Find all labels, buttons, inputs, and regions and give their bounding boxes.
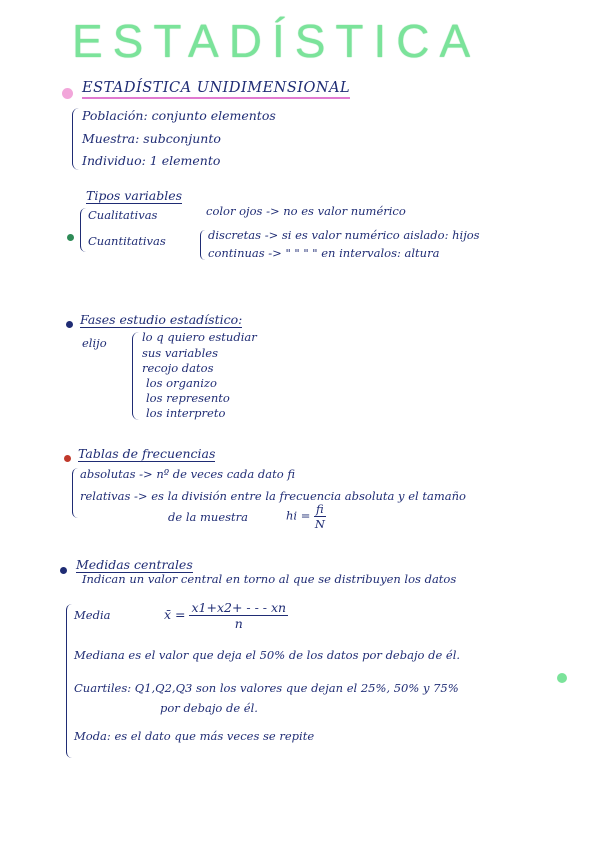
section-heading-tablas: Tablas de frecuencias (78, 446, 216, 461)
fase-item: recojo datos (142, 361, 214, 375)
definition-poblacion: Población: conjunto elementos (82, 108, 276, 123)
fase-item: lo q quiero estudiar (142, 330, 257, 344)
cuartiles-description-cont: por debajo de él. (160, 701, 258, 715)
fase-item: los organizo (146, 376, 217, 390)
fase-item: sus variables (142, 346, 218, 360)
continuas-description: continuas -> " " " " en intervalos: altura (208, 246, 440, 260)
media-denominator: n (234, 616, 243, 631)
page-title: ESTADÍSTICA (72, 15, 481, 67)
red-bullet-dot (64, 455, 71, 462)
brace-fases (132, 332, 139, 420)
formula-fraction (314, 502, 326, 531)
navy-bullet-dot (60, 567, 67, 574)
elijo-label: elijo (82, 336, 107, 350)
cualitativas-label: Cualitativas (88, 208, 158, 222)
formula-denominator: N (314, 517, 325, 531)
dark-bullet-dot (66, 321, 73, 328)
green-bullet-dot (67, 234, 74, 241)
brace-cuantitativas (200, 230, 205, 260)
pink-bullet-dot (62, 88, 73, 99)
media-fraction (189, 600, 288, 631)
relativas-description: relativas -> es la división entre la frecuencia absoluta y el tamaño (80, 489, 466, 503)
discretas-description: discretas -> si es valor numérico aislado: hijos (208, 228, 480, 242)
media-lhs: x̄ = (164, 607, 186, 622)
fase-item: los represento (146, 391, 230, 405)
formula-lhs: hi = (286, 508, 311, 523)
tipos-variables-heading: Tipos variables (86, 188, 183, 203)
cualitativas-description: color ojos -> no es valor numérico (206, 204, 406, 218)
media-numerator: x1+x2+ - - - xn (191, 600, 287, 615)
brace-tablas (72, 468, 78, 518)
brace-tipos (80, 208, 86, 252)
definition-muestra: Muestra: subconjunto (82, 131, 221, 146)
media-formula (164, 600, 288, 631)
moda-description: Moda: es el dato que más veces se repite (74, 729, 315, 743)
formula-numerator: fi (316, 502, 324, 516)
cuartiles-description: Cuartiles: Q1,Q2,Q3 son los valores que dejan el 25%, 50% y 75% (74, 681, 459, 695)
section-heading-fases: Fases estudio estadístico: (80, 312, 243, 327)
frecuencia-relativa-formula (286, 502, 326, 531)
brace-definitions (72, 108, 79, 170)
medidas-subheading: Indican un valor central en torno al que se distribuyen los datos (82, 572, 457, 586)
media-label: Media (74, 608, 111, 622)
relativas-description-cont: de la muestra (168, 510, 249, 524)
green-marker-dot (557, 673, 567, 683)
absolutas-description: absolutas -> nº de veces cada dato fi (80, 467, 295, 481)
cuantitativas-label: Cuantitativas (88, 234, 166, 248)
mediana-description: Mediana es el valor que deja el 50% de los datos por debajo de él. (74, 648, 461, 662)
fase-item: los interpreto (146, 406, 226, 420)
brace-medidas (66, 604, 72, 758)
section-heading-medidas: Medidas centrales (76, 557, 193, 572)
definition-individuo: Individuo: 1 elemento (82, 153, 221, 168)
section-heading-unidimensional: ESTADÍSTICA UNIDIMENSIONAL (82, 80, 350, 99)
